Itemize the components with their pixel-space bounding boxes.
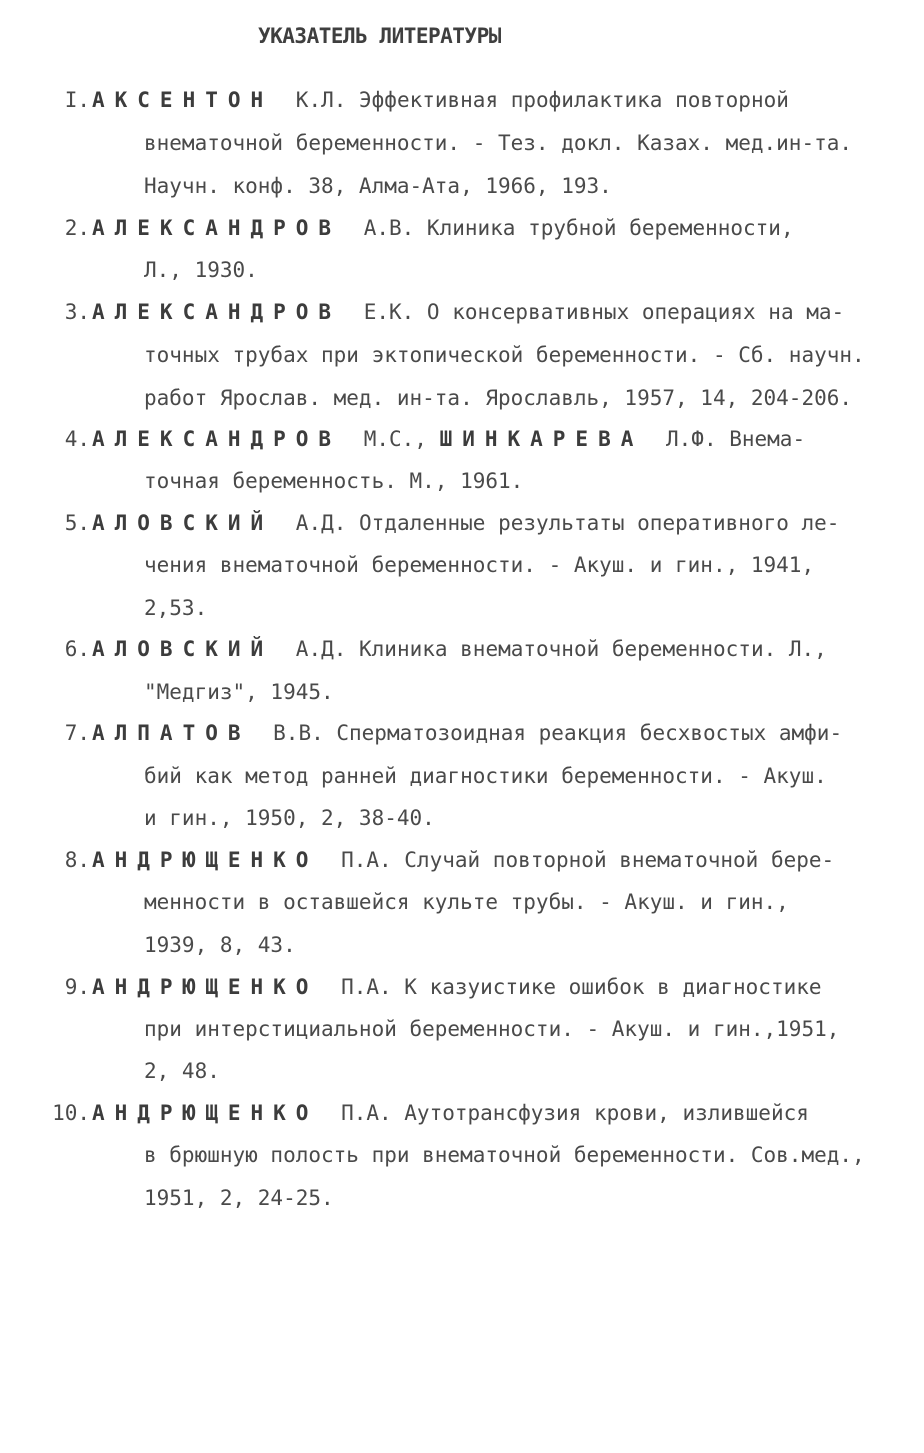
- entry-title: Е.К. О консервативных операциях на ма-: [363, 300, 845, 324]
- entry-continuation: точная беременность. М., 1961.: [144, 469, 524, 493]
- entry-continuation: менности в оставшейся культе трубы. - Акуш. и гин.,: [144, 890, 789, 914]
- entry-continuation: 1939, 8, 43.: [144, 933, 296, 957]
- entry-number: I.: [64, 88, 90, 112]
- entry-number: 4.: [64, 427, 90, 451]
- entry-author: АЛПАТОВ: [92, 721, 274, 745]
- entry-continuation: 2, 48.: [144, 1059, 220, 1083]
- entry-author: АЛЕКСАНДРОВ: [92, 300, 364, 324]
- entry-continuation: точных трубах при эктопической беременности. - Сб. научн.: [144, 343, 865, 367]
- entry-author: АНДРЮЩЕНКО: [92, 848, 342, 872]
- entry-number: 8.: [64, 848, 90, 872]
- entry-continuation: 2,53.: [144, 596, 208, 620]
- entry-author: АЛОВСКИЙ: [92, 511, 296, 535]
- entry-first-line: [92, 427, 805, 451]
- entry-author: АЛЕКСАНДРОВ: [92, 427, 364, 451]
- entry-title: П.А. К казуистике ошибок в диагностике: [341, 975, 822, 999]
- entry-first-line: [92, 975, 822, 999]
- entry-continuation: при интерстициальной беременности. - Акуш. и гин.,1951,: [144, 1017, 840, 1041]
- entry-author: АНДРЮЩЕНКО: [92, 1101, 342, 1125]
- entry-title: К.Л. Эффективная профилактика повторной: [295, 88, 789, 112]
- entry-title: А.В. Клиника трубной беременности,: [363, 216, 794, 240]
- entry-continuation: Научн. конф. 38, Алма-Ата, 1966, 193.: [144, 174, 612, 198]
- entry-title: П.А. Аутотрансфузия крови, излившейся: [341, 1101, 809, 1125]
- entry-title: А.Д. Отдаленные результаты оперативного ле-: [295, 511, 840, 535]
- entry-number: 2.: [64, 216, 90, 240]
- entry-number: 6.: [64, 637, 90, 661]
- entry-continuation: "Медгиз", 1945.: [144, 680, 334, 704]
- entry-author: АЛОВСКИЙ: [92, 637, 296, 661]
- entry-continuation: работ Ярослав. мед. ин-та. Ярославль, 1957, 14, 204-206.: [144, 386, 853, 410]
- entry-continuation: и гин., 1950, 2, 38-40.: [144, 806, 435, 830]
- entry-initials: М.С.,: [363, 427, 440, 451]
- entry-title: П.А. Случай повторной внематочной бере-: [341, 848, 835, 872]
- entry-continuation: 1951, 2, 24-25.: [144, 1186, 334, 1210]
- entry-author: АЛЕКСАНДРОВ: [92, 216, 364, 240]
- entry-continuation: внематочной беременности. - Тез. докл. Казах. мед.ин-та.: [144, 131, 853, 155]
- entry-continuation: Л., 1930.: [144, 258, 258, 282]
- entry-title: В.В. Сперматозоидная реакция бесхвостых амфи-: [273, 721, 843, 745]
- entry-number: 10.: [52, 1101, 90, 1125]
- entry-first-line: [92, 216, 794, 240]
- entry-number: 7.: [64, 721, 90, 745]
- entry-first-line: [92, 721, 842, 745]
- entry-continuation: чения внематочной беременности. - Акуш. и гин., 1941,: [144, 553, 815, 577]
- entry-coauthor: ШИНКАРЕВА: [439, 427, 667, 451]
- entry-first-line: [92, 88, 789, 112]
- entry-title: Л.Ф. Внема-: [666, 427, 806, 451]
- page-title: УКАЗАТЕЛЬ ЛИТЕРАТУРЫ: [258, 24, 501, 48]
- entry-first-line: [92, 511, 839, 535]
- entry-number: 3.: [64, 300, 90, 324]
- entry-number: 9.: [64, 975, 90, 999]
- entry-author: АКСЕНТОН: [92, 88, 296, 112]
- entry-first-line: [92, 300, 844, 324]
- entry-title: А.Д. Клиника внематочной беременности. Л.,: [295, 637, 827, 661]
- entry-continuation: в брюшную полость при внематочной беременности. Сов.мед.,: [144, 1143, 865, 1167]
- entry-continuation: бий как метод ранней диагностики беременности. - Акуш.: [144, 764, 827, 788]
- entry-first-line: [92, 848, 834, 872]
- entry-first-line: [92, 637, 827, 661]
- entry-number: 5.: [64, 511, 90, 535]
- entry-author: АНДРЮЩЕНКО: [92, 975, 342, 999]
- entry-first-line: [92, 1101, 809, 1125]
